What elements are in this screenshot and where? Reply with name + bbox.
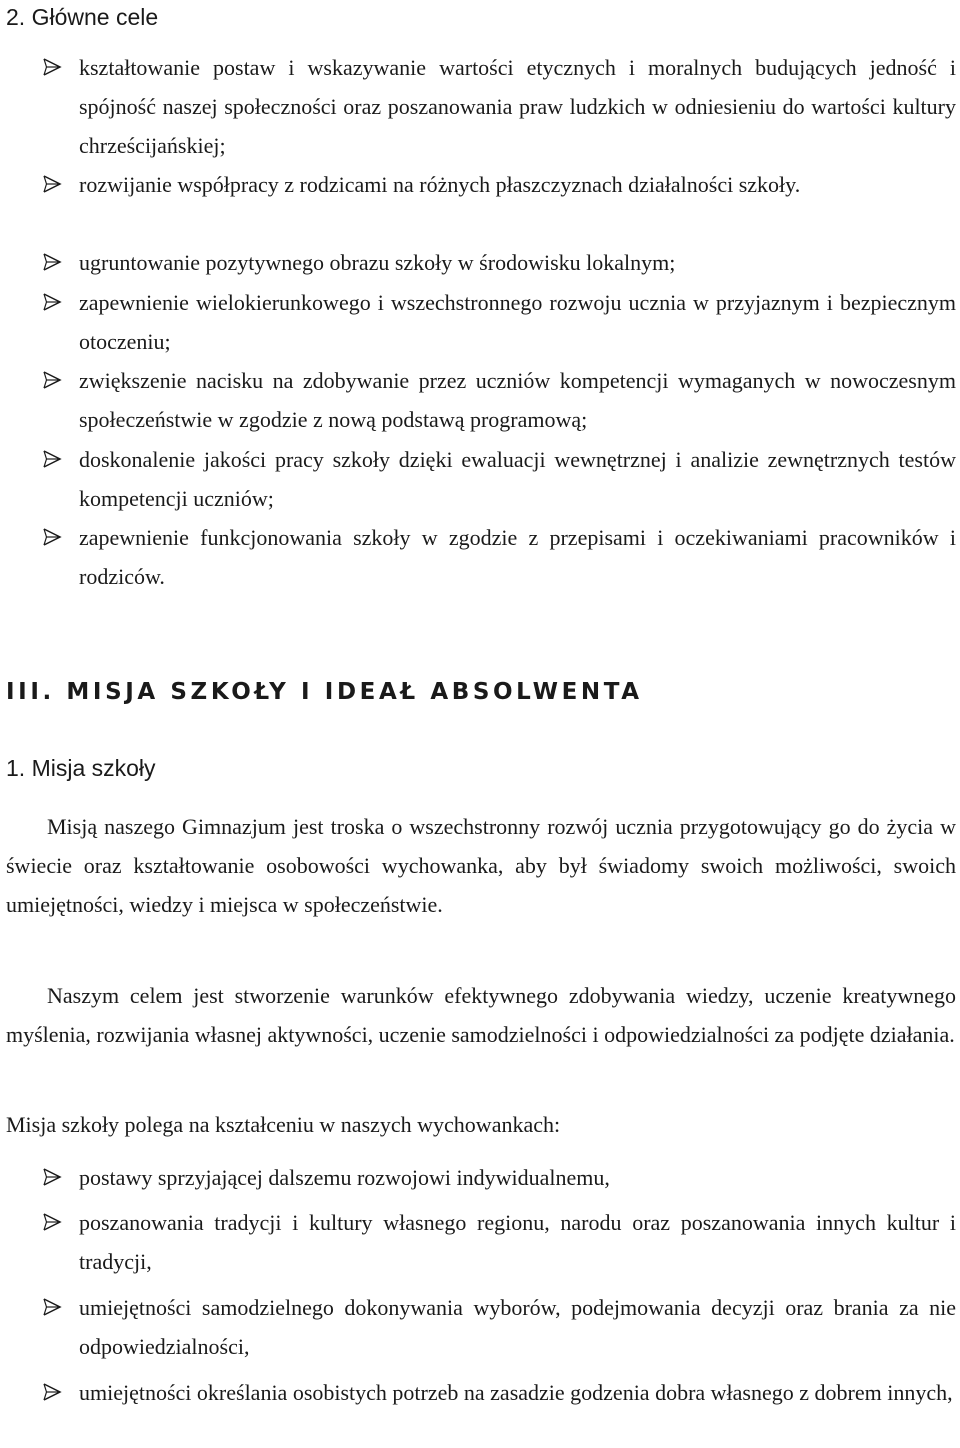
- arrow-bullet-icon: [43, 1166, 63, 1188]
- section-title: III. MISJA SZKOŁY I IDEAŁ ABSOLWENTA: [6, 679, 643, 705]
- arrow-bullet-icon: [43, 369, 63, 391]
- goals-item: [79, 48, 956, 165]
- goals-item-text: ugruntowanie pozytywnego obrazu szkoły w środowisku lokalnym;: [79, 250, 676, 275]
- goals-item-text: zwiększenie nacisku na zdobywanie przez uczniów kompetencji wymaganych w nowoczesnym społeczeństwie w zgodzie z nową podstawą programową;: [79, 368, 956, 432]
- goals-heading: 2. Główne cele: [6, 4, 159, 30]
- mission-item-text: postawy sprzyjającej dalszemu rozwojowi indywidualnemu,: [79, 1165, 610, 1190]
- arrow-bullet-icon: [43, 526, 63, 548]
- goals-item-text: rozwijanie współpracy z rodzicami na różnych płaszczyznach działalności szkoły.: [79, 172, 801, 197]
- arrow-bullet-icon: [43, 448, 63, 470]
- mission-paragraph-2: Naszym celem jest stworzenie warunków efektywnego zdobywania wiedzy, uczenie kreatywnego myślenia, rozwijania własnej aktywności, uczenie samodzielności i odpowiedzialności za podjęte działania.: [6, 983, 956, 1047]
- mission-item: [79, 1203, 956, 1281]
- mission-heading: 1. Misja szkoły: [6, 755, 156, 781]
- mission-paragraph-1: Misją naszego Gimnazjum jest troska o wszechstronny rozwój ucznia przygotowujący go do życia w świecie oraz kształtowanie osobowości wychowanka, aby był świadomy swoich możliwości, swoich umiejętności, wiedzy i miejsca w społeczeństwie.: [6, 814, 956, 917]
- goals-item-text: zapewnienie funkcjonowania szkoły w zgodzie z przepisami i oczekiwaniami pracowników i rodziców.: [79, 525, 956, 589]
- arrow-bullet-icon: [43, 56, 63, 78]
- mission-item: [79, 1288, 956, 1366]
- goals-item: [79, 361, 956, 439]
- mission-intro: Misja szkoły polega na kształceniu w naszych wychowankach:: [6, 1112, 561, 1137]
- arrow-bullet-icon: [43, 251, 63, 273]
- arrow-bullet-icon: [43, 1211, 63, 1233]
- goals-item: [79, 440, 956, 518]
- goals-item-text: zapewnienie wielokierunkowego i wszechstronnego rozwoju ucznia w przyjaznym i bezpiecznym otoczeniu;: [79, 290, 956, 354]
- goals-item: [79, 165, 956, 204]
- goals-item: [79, 283, 956, 361]
- mission-item: [79, 1158, 956, 1197]
- arrow-bullet-icon: [43, 291, 63, 313]
- arrow-bullet-icon: [43, 1381, 63, 1403]
- goals-item-text: doskonalenie jakości pracy szkoły dzięki ewaluacji wewnętrznej i analizie zewnętrznych testów kompetencji uczniów;: [79, 447, 956, 511]
- mission-item-text: umiejętności samodzielnego dokonywania wyborów, podejmowania decyzji oraz brania za nie odpowiedzialności,: [79, 1295, 956, 1359]
- mission-item-text: poszanowania tradycji i kultury własnego regionu, narodu oraz poszanowania innych kultur i tradycji,: [79, 1210, 956, 1274]
- mission-item: [79, 1373, 956, 1412]
- arrow-bullet-icon: [43, 173, 63, 195]
- mission-item-text: umiejętności określania osobistych potrzeb na zasadzie godzenia dobra własnego z dobrem innych,: [79, 1380, 953, 1405]
- goals-item: [79, 243, 956, 282]
- arrow-bullet-icon: [43, 1296, 63, 1318]
- goals-item: [79, 518, 956, 596]
- goals-item-text: kształtowanie postaw i wskazywanie wartości etycznych i moralnych budujących jedność i spójność naszej społeczności oraz poszanowania praw ludzkich w odniesieniu do wartości kultury chrześcijańskiej;: [79, 55, 956, 158]
